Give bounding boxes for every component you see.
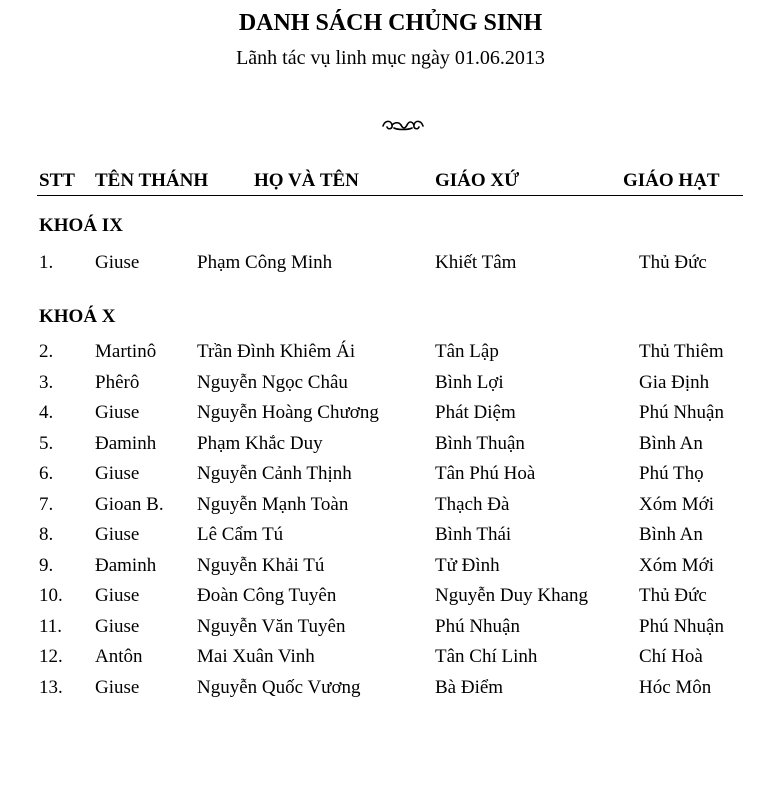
cell-ten-thanh: Đaminh	[95, 554, 157, 576]
cell-giao-hat: Thủ Đức	[639, 585, 707, 606]
cell-giao-xu: Tân Lập	[435, 341, 499, 362]
header-giao-hat: GIÁO HẠT	[623, 170, 720, 191]
cell-ho-va-ten: Mai Xuân Vinh	[197, 646, 315, 667]
cell-giao-hat: Xóm Mới	[639, 493, 714, 515]
cell-giao-hat: Bình An	[639, 432, 703, 454]
cell-ten-thanh: Giuse	[95, 252, 140, 273]
cell-giao-hat: Phú Nhuận	[639, 402, 724, 423]
table-row	[0, 520, 781, 550]
cell-ho-va-ten: Trần Đình Khiêm Ái	[197, 341, 356, 362]
table-row	[0, 551, 781, 581]
cell-stt: 1.	[39, 252, 54, 273]
cell-stt: 9.	[39, 554, 54, 576]
cell-ten-thanh: Giuse	[95, 463, 140, 484]
cell-ho-va-ten: Phạm Công Minh	[197, 252, 333, 273]
cell-ho-va-ten: Nguyễn Mạnh Toàn	[197, 493, 349, 515]
table-row	[0, 581, 781, 611]
cell-ten-thanh: Antôn	[95, 646, 143, 667]
decorative-flourish-icon	[380, 117, 426, 133]
cell-giao-xu: Tân Phú Hoà	[435, 463, 536, 484]
cell-ho-va-ten: Phạm Khắc Duy	[197, 432, 323, 454]
cell-giao-xu: Bình Lợi	[435, 371, 504, 393]
cell-giao-hat: Phú Thọ	[639, 463, 704, 484]
cell-ho-va-ten: Lê Cẩm Tú	[197, 524, 284, 545]
cell-giao-xu: Bình Thái	[435, 524, 512, 545]
cell-stt: 13.	[39, 676, 63, 698]
cell-ho-va-ten: Nguyễn Văn Tuyên	[197, 615, 346, 637]
cell-stt: 3.	[39, 371, 54, 393]
document-title: DANH SÁCH CHỦNG SINH	[238, 10, 543, 36]
cell-ten-thanh: Gioan B.	[95, 493, 164, 515]
table-row	[0, 429, 781, 459]
cell-stt: 4.	[39, 402, 54, 423]
header-divider	[37, 195, 743, 196]
section-heading: KHOÁ X	[39, 306, 116, 327]
table-row	[0, 459, 781, 489]
table-row	[0, 673, 781, 703]
cell-stt: 11.	[39, 615, 63, 637]
cell-ho-va-ten: Nguyễn Ngọc Châu	[197, 371, 348, 393]
header-ten-thanh: TÊN THÁNH	[95, 170, 209, 191]
cell-giao-hat: Chí Hoà	[639, 646, 703, 667]
cell-giao-hat: Thủ Thiêm	[639, 341, 724, 362]
cell-giao-hat: Xóm Mới	[639, 554, 714, 576]
cell-giao-xu: Phú Nhuận	[435, 615, 520, 637]
cell-ten-thanh: Giuse	[95, 615, 140, 637]
cell-ten-thanh: Giuse	[95, 676, 140, 698]
cell-ten-thanh: Giuse	[95, 402, 140, 423]
cell-stt: 7.	[39, 493, 54, 515]
table-row	[0, 398, 781, 428]
cell-giao-xu: Khiết Tâm	[435, 252, 517, 273]
cell-giao-xu: Phát Diệm	[435, 402, 516, 423]
table-row	[0, 490, 781, 520]
header-stt: STT	[39, 170, 75, 191]
cell-giao-hat: Gia Định	[639, 371, 710, 393]
section-heading: KHOÁ IX	[39, 215, 123, 236]
table-header-row	[0, 166, 781, 196]
cell-stt: 5.	[39, 432, 54, 454]
cell-giao-hat: Hóc Môn	[639, 676, 712, 698]
header-ho-va-ten: HỌ VÀ TÊN	[254, 170, 359, 191]
cell-giao-xu: Tân Chí Linh	[435, 646, 538, 667]
cell-giao-xu: Nguyễn Duy Khang	[435, 585, 589, 606]
cell-giao-hat: Phú Nhuận	[639, 615, 724, 637]
cell-ho-va-ten: Nguyễn Quốc Vương	[197, 676, 361, 698]
cell-ten-thanh: Đaminh	[95, 432, 157, 454]
cell-ten-thanh: Giuse	[95, 585, 140, 606]
cell-ho-va-ten: Nguyễn Khải Tú	[197, 554, 325, 576]
table-row	[0, 368, 781, 398]
cell-ho-va-ten: Nguyễn Cảnh Thịnh	[197, 463, 352, 484]
cell-ten-thanh: Giuse	[95, 524, 140, 545]
cell-stt: 8.	[39, 524, 54, 545]
cell-ho-va-ten: Nguyễn Hoàng Chương	[197, 402, 379, 423]
table-row	[0, 642, 781, 672]
cell-giao-xu: Tử Đình	[435, 554, 500, 576]
cell-stt: 12.	[39, 646, 63, 667]
cell-giao-xu: Thạch Đà	[435, 493, 510, 515]
header-giao-xu: GIÁO XỨ	[435, 170, 520, 191]
cell-giao-hat: Bình An	[639, 524, 703, 545]
cell-giao-xu: Bình Thuận	[435, 432, 525, 454]
cell-stt: 10.	[39, 585, 63, 606]
cell-stt: 6.	[39, 463, 54, 484]
table-row	[0, 612, 781, 642]
cell-giao-hat: Thủ Đức	[639, 252, 707, 273]
document-subtitle: Lãnh tác vụ linh mục ngày 01.06.2013	[236, 47, 545, 69]
table-row	[0, 337, 781, 367]
table-row	[0, 248, 781, 278]
cell-giao-xu: Bà Điểm	[435, 676, 504, 698]
cell-ten-thanh: Phêrô	[95, 371, 140, 393]
cell-ho-va-ten: Đoàn Công Tuyên	[197, 585, 337, 606]
cell-stt: 2.	[39, 341, 54, 362]
cell-ten-thanh: Martinô	[95, 341, 157, 362]
